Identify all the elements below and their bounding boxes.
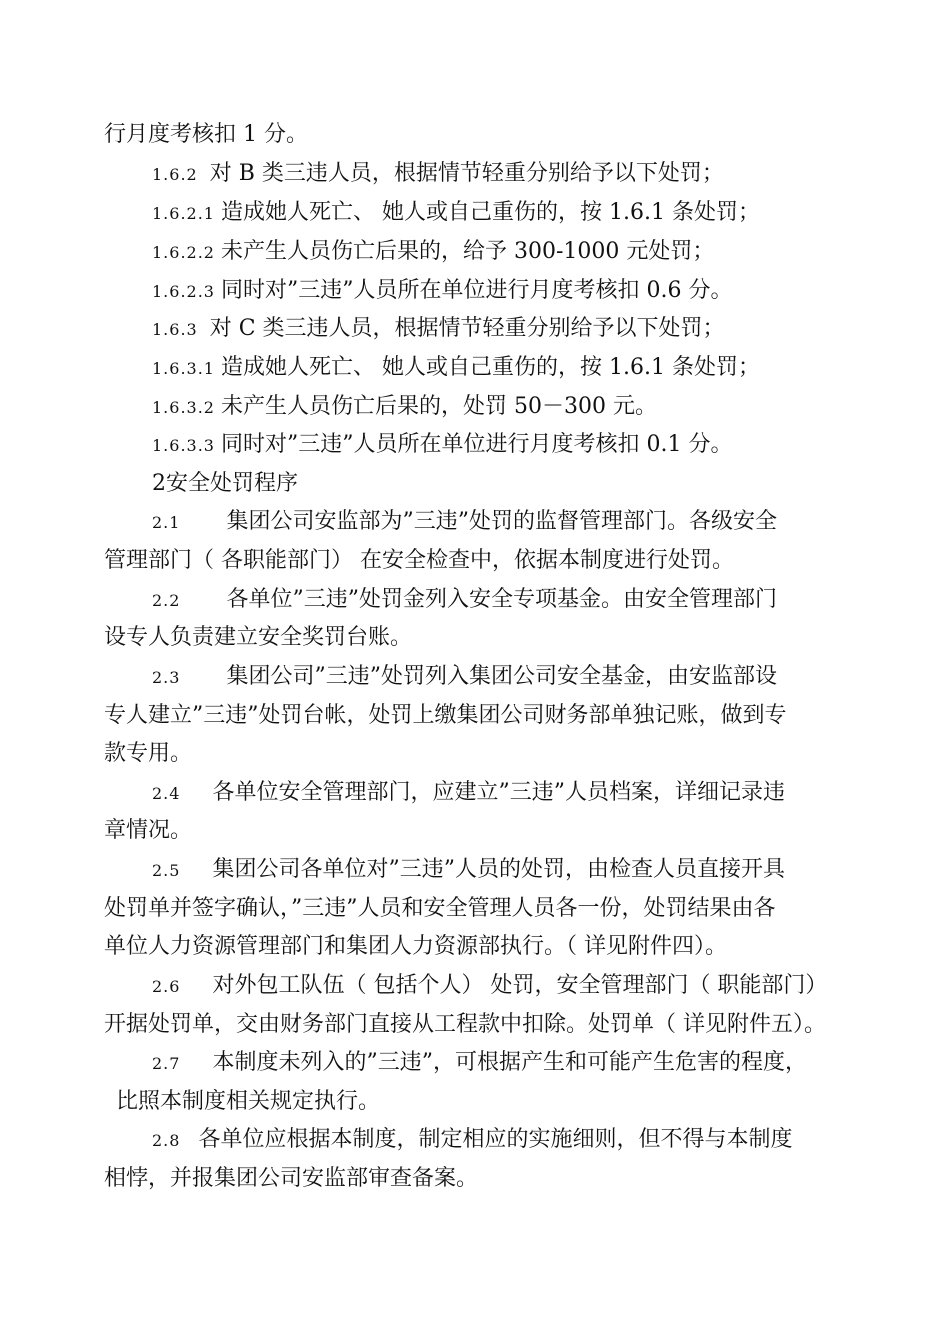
clause-1-6-2-2 [152,237,714,268]
clause-text: 对 B 类三违人员，根据情节轻重分别给予以下处罚； [209,161,724,186]
text-line: 相悖，并报集团公司安监部审查备案。 [104,1166,479,1191]
clause-number: 2.1 [152,513,181,532]
clause-number: 1.6.3.1 [152,359,215,378]
clause-2-3 [152,662,777,693]
clause-1-6-3-2 [152,392,657,423]
text-line: 设专人负责建立安全奖罚台账。 [104,625,413,650]
text-line: 款专用。 [104,741,193,766]
clause-number: 2.3 [152,668,181,687]
clause-1-6-3-1 [152,353,760,384]
clause-2-8 [152,1125,792,1156]
text-line: 管理部门（ 各职能部门） 在安全检查中，依据本制度进行处罚。 [104,548,734,573]
clause-text: 本制度未列入的”三违”，可根据产生和可能产生危害的程度， [212,1050,807,1075]
text-line: 专人建立”三违”处罚台帐，处罚上缴集团公司财务部单独记账，做到专 [104,703,787,728]
clause-text: 集团公司安监部为”三违”处罚的监督管理部门。各级安全 [226,509,777,534]
clause-number: 2.2 [152,591,181,610]
clause-number: 1.6.2 [152,165,198,184]
clause-1-6-3-3 [152,430,732,461]
clause-2-7 [152,1048,807,1079]
clause-text: 集团公司”三违”处罚列入集团公司安全基金，由安监部设 [226,664,777,689]
clause-number: 1.6.2.1 [152,204,215,223]
clause-number: 1.6.2.2 [152,243,215,262]
clause-text: 未产生人员伤亡后果的，给予 300-1000 元处罚； [220,239,715,264]
clause-text: 各单位安全管理部门，应建立”三违”人员档案，详细记录违 [212,780,785,805]
text-line: 开据处罚单，交由财务部门直接从工程款中扣除。处罚单（ 详见附件五）。 [104,1012,826,1037]
clause-number: 1.6.2.3 [152,282,215,301]
clause-number: 2.6 [152,977,181,996]
clause-text: 造成她人死亡、 她人或自己重伤的，按 1.6.1 条处罚； [220,355,760,380]
clause-number: 1.6.3.2 [152,398,215,417]
clause-number: 2.4 [152,784,181,803]
clause-text: 各单位应根据本制度，制定相应的实施细则，但不得与本制度 [198,1127,793,1152]
clause-number: 2.5 [152,861,181,880]
text-line: 行月度考核扣 1 分。 [104,122,308,147]
text-line: 处罚单并签字确认，”三违”人员和安全管理人员各一份，处罚结果由各 [104,896,776,921]
clause-2-1 [152,507,777,538]
clause-1-6-2-1 [152,198,760,229]
clause-1-6-2-3 [152,276,732,307]
text-line: 章情况。 [104,818,193,843]
text-line: 单位人力资源管理部门和集团人力资源部执行。（ 详见附件四）。 [104,934,727,959]
clause-2-5 [152,855,785,886]
clause-number: 2.8 [152,1131,181,1150]
clause-text: 对 C 类三违人员，根据情节轻重分别给予以下处罚； [209,316,725,341]
clause-text: 未产生人员伤亡后果的，处罚 50－300 元。 [220,394,657,419]
clause-number: 1.6.3.3 [152,436,215,455]
clause-2-6 [152,971,827,1002]
clause-text: 同时对”三违”人员所在单位进行月度考核扣 0.1 分。 [220,432,733,457]
clause-number: 2.7 [152,1054,181,1073]
clause-1-6-2 [152,159,724,190]
clause-text: 同时对”三违”人员所在单位进行月度考核扣 0.6 分。 [220,278,733,303]
clause-text: 各单位”三违”处罚金列入安全专项基金。由安全管理部门 [226,587,777,612]
clause-2-4 [152,778,785,809]
clause-text: 造成她人死亡、 她人或自己重伤的，按 1.6.1 条处罚； [220,200,760,225]
section-heading: 2安全处罚程序 [152,471,298,496]
text-line: 比照本制度相关规定执行。 [116,1089,381,1114]
clause-text: 集团公司各单位对”三违”人员的处罚，由检查人员直接开具 [212,857,785,882]
clause-2-2 [152,585,777,616]
clause-text: 对外包工队伍（ 包括个人） 处罚，安全管理部门（ 职能部门） [212,973,828,998]
clause-1-6-3 [152,314,725,345]
clause-number: 1.6.3 [152,320,198,339]
